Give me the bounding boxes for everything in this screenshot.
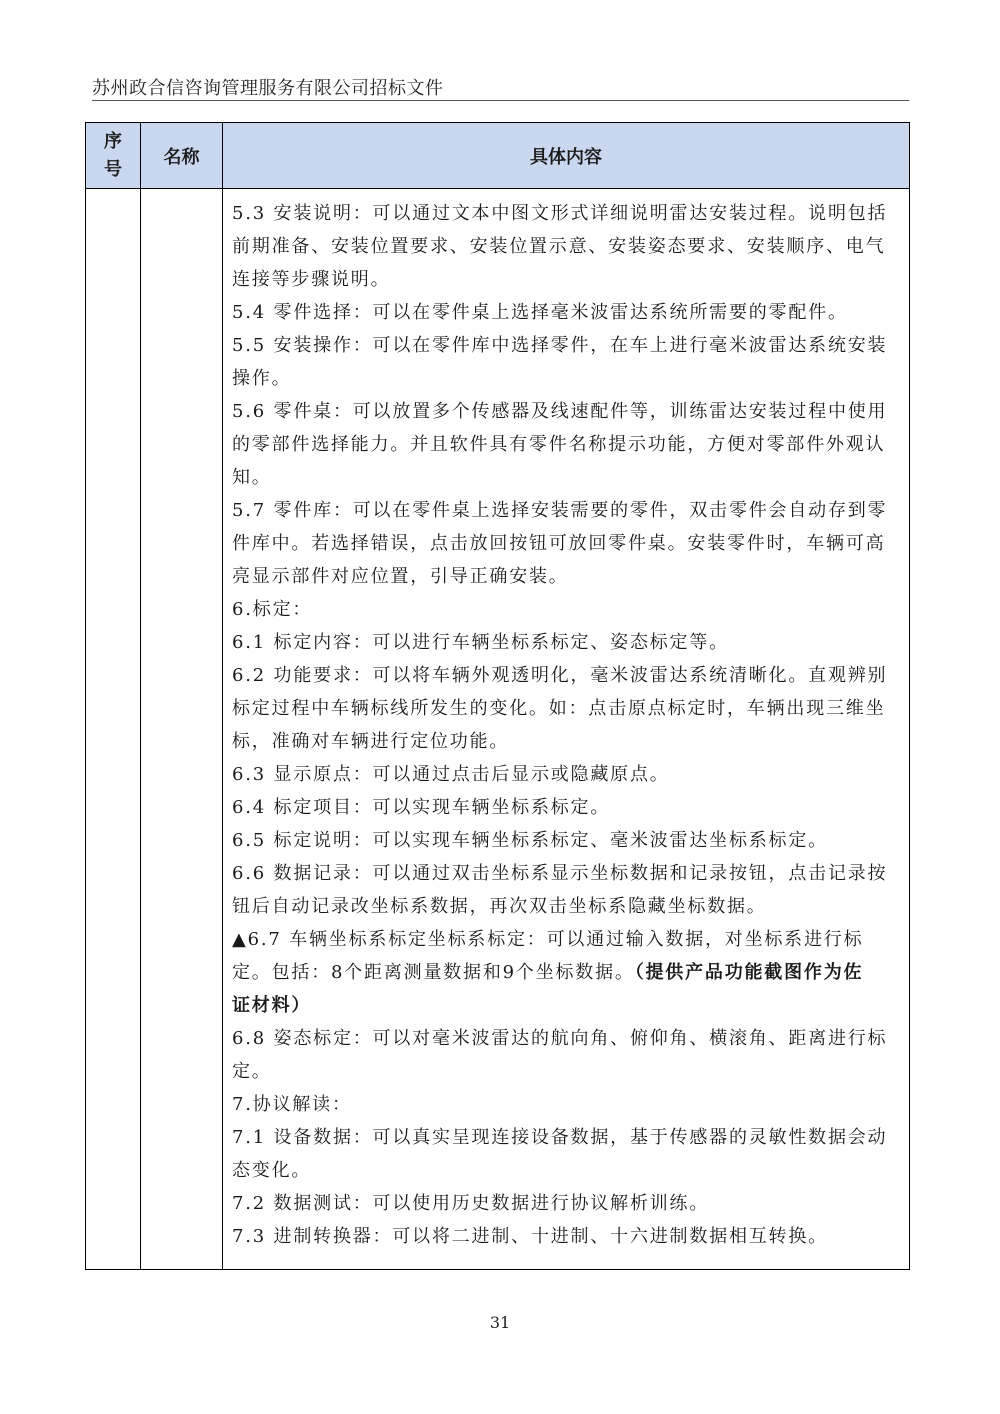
content-cell [223, 189, 910, 1270]
content-line: 态变化。 [232, 1160, 312, 1181]
specification-table [85, 122, 910, 1270]
name-cell [141, 189, 223, 1270]
content-line: 连接等步骤说明。 [232, 269, 391, 290]
bold-note: （提供产品功能截图作为佐 [634, 962, 864, 983]
content-line: 5.7 零件库：可以在零件桌上选择安装需要的零件，双击零件会自动存到零 [232, 500, 888, 521]
content-line: 7.1 设备数据：可以真实呈现连接设备数据，基于传感器的灵敏性数据会动 [232, 1127, 888, 1148]
content-line: 6.4 标定项目：可以实现车辆坐标系标定。 [232, 797, 611, 818]
content-line: 5.5 安装操作：可以在零件库中选择零件，在车上进行毫米波雷达系统安装 [232, 335, 888, 356]
content-line: 5.6 零件桌：可以放置多个传感器及线速配件等，训练雷达安装过程中使用 [232, 401, 888, 422]
content-line: 6.标定： [232, 599, 313, 620]
content-line-text: 定。包括：8个距离测量数据和9个坐标数据。 [232, 962, 635, 983]
content-line: 件库中。若选择错误，点击放回按钮可放回零件桌。安装零件时，车辆可高 [232, 533, 886, 554]
content-line: 5.4 零件选择：可以在零件桌上选择毫米波雷达系统所需要的零配件。 [232, 302, 848, 323]
content-line: 6.1 标定内容：可以进行车辆坐标系标定、姿态标定等。 [232, 632, 729, 653]
content-line: 6.8 姿态标定：可以对毫米波雷达的航向角、俯仰角、横滚角、距离进行标 [232, 1028, 888, 1049]
table-row [86, 189, 910, 1270]
content-line: 的零部件选择能力。并且软件具有零件名称提示功能，方便对零部件外观认 [232, 434, 886, 455]
content-line: 操作。 [232, 368, 292, 389]
column-header-seq-top: 序 [104, 130, 122, 152]
column-header-seq-bottom: 号 [104, 158, 122, 180]
header-divider [92, 100, 909, 101]
content-line: 6.3 显示原点：可以通过点击后显示或隐藏原点。 [232, 764, 670, 785]
content-line: 7.3 进制转换器：可以将二进制、十进制、十六进制数据相互转换。 [232, 1226, 828, 1247]
content-line: 亮显示部件对应位置，引导正确安装。 [232, 566, 569, 587]
content-line: 7.协议解读： [232, 1094, 352, 1115]
content-line: 标定过程中车辆标线所发生的变化。如：点击原点标定时，车辆出现三维坐 [232, 698, 886, 719]
content-line: 5.3 安装说明：可以通过文本中图文形式详细说明雷达安装过程。说明包括 [232, 203, 888, 224]
document-header-title: 苏州政合信咨询管理服务有限公司招标文件 [92, 78, 444, 99]
content-line: 6.6 数据记录：可以通过双击坐标系显示坐标数据和记录按钮，点击记录按 [232, 863, 888, 884]
column-header-seq [86, 123, 141, 189]
page-number: 31 [489, 1313, 511, 1332]
content-line: 钮后自动记录改坐标系数据，再次双击坐标系隐藏坐标数据。 [232, 896, 767, 917]
table-header-row [86, 123, 910, 189]
bold-note-continued: 证材料） [232, 995, 312, 1016]
content-line: 7.2 数据测试：可以使用历史数据进行协议解析训练。 [232, 1193, 710, 1214]
content-line: 6.2 功能要求：可以将车辆外观透明化，毫米波雷达系统清晰化。直观辨别 [232, 665, 888, 686]
content-line: 标，准确对车辆进行定位功能。 [232, 731, 510, 752]
content-line: 知。 [232, 467, 272, 488]
column-header-content: 具体内容 [223, 123, 910, 189]
content-line: 前期准备、安装位置要求、安装位置示意、安装姿态要求、安装顺序、电气 [232, 236, 886, 257]
content-line: ▲6.7 车辆坐标系标定坐标系标定：可以通过输入数据，对坐标系进行标 [232, 929, 864, 950]
column-header-name: 名称 [141, 123, 223, 189]
content-line-with-bold [232, 956, 901, 989]
content-line: 6.5 标定说明：可以实现车辆坐标系标定、毫米波雷达坐标系标定。 [232, 830, 828, 851]
content-line: 定。 [232, 1061, 272, 1082]
content-line-bold [232, 989, 901, 1022]
seq-cell [86, 189, 141, 1270]
